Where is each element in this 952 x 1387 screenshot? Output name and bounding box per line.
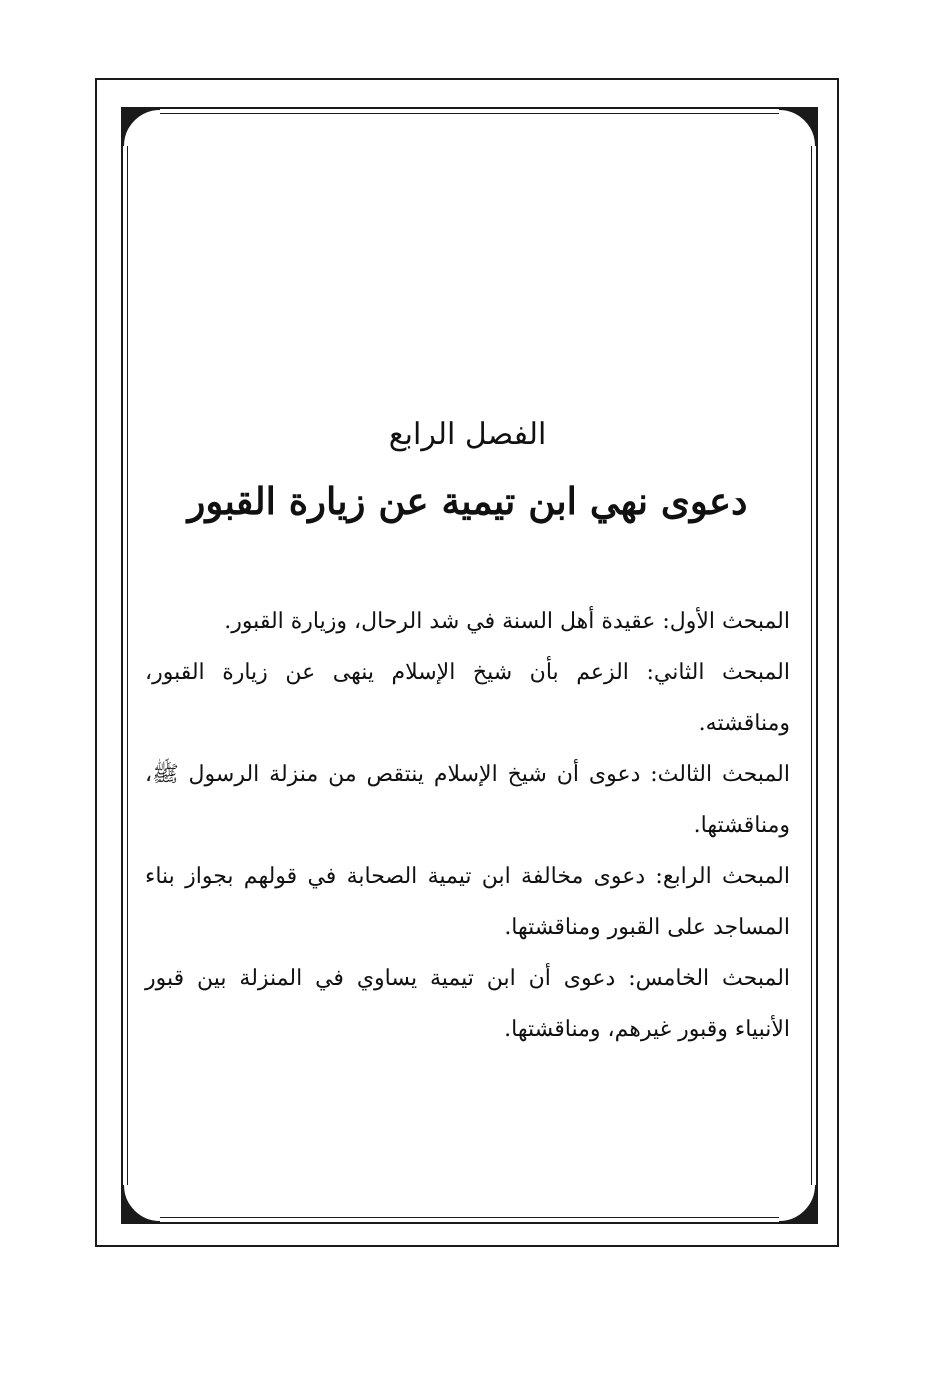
section-text: عقيدة أهل السنة في شد الرحال، وزيارة القبور. [224,609,656,634]
section-text: الزعم بأن شيخ الإسلام ينهى عن زيارة القبور، ومناقشته. [145,660,790,736]
section-text: دعوى أن ابن تيمية يساوي في المنزلة بين قبور الأنبياء وقبور غيرهم، ومناقشتها. [145,966,790,1042]
section-label: المبحث الثالث: [650,762,790,787]
section-item-1 [145,596,790,647]
section-label: المبحث الثاني: [646,660,790,685]
section-text: دعوى مخالفة ابن تيمية الصحابة في قولهم بجواز بناء المساجد على القبور ومناقشتها. [145,864,790,940]
section-item-3 [145,749,790,851]
section-label: المبحث الخامس: [628,966,791,991]
chapter-label: الفصل الرابع [388,417,547,452]
section-label: المبحث الرابع: [655,864,790,889]
corner-ornament-top-right [779,108,817,146]
section-item-5 [145,953,790,1055]
corner-ornament-bottom-left [122,1185,160,1223]
corner-ornament-top-left [122,108,160,146]
section-text: دعوى أن شيخ الإسلام ينتقص من منزلة الرسول ﷺ، ومناقشتها. [145,762,790,838]
section-item-4 [145,851,790,953]
chapter-title: دعوى نهي ابن تيمية عن زيارة القبور [187,479,748,523]
section-label: المبحث الأول: [662,609,790,634]
section-item-2 [145,647,790,749]
section-list [145,596,790,1055]
corner-ornament-bottom-right [779,1185,817,1223]
page-content [145,410,790,1071]
